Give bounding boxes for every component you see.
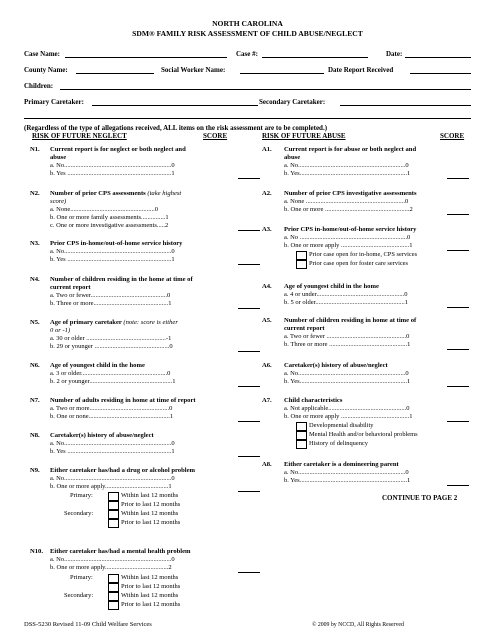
n1-question-cont: abuse xyxy=(50,154,67,161)
case-number-label: Case #: xyxy=(236,50,258,58)
a5-question-cont: current report xyxy=(284,325,325,332)
n10-question: Either caretaker has/had a mental health problem xyxy=(50,548,191,555)
n6-score[interactable] xyxy=(238,386,260,387)
a6-question: Caretaker(s) history of abuse/neglect xyxy=(284,362,388,369)
a3-inhome-label: Prior case open for in-home, CPS services xyxy=(309,251,418,258)
children-field[interactable] xyxy=(60,89,471,90)
divider-top xyxy=(24,118,471,119)
n9-number: N9. xyxy=(30,467,40,474)
n5-question-text: Age of primary caretaker xyxy=(50,319,122,326)
a3-fostercare-checkbox[interactable] xyxy=(296,260,307,269)
social-worker-field[interactable] xyxy=(240,73,324,74)
n5-question-note: (note: score is either xyxy=(123,319,178,326)
county-name-field[interactable] xyxy=(76,73,154,74)
n9-score[interactable] xyxy=(238,491,260,492)
a3-fostercare-label: Prior case open for foster care services xyxy=(309,260,409,267)
n4-number: N4. xyxy=(30,276,40,283)
a4-score[interactable] xyxy=(447,307,469,308)
a6-score[interactable] xyxy=(447,386,469,387)
n6-question: Age of youngest child in the home xyxy=(50,362,145,369)
n10-option-a: a. No..................................................................0 xyxy=(50,556,175,563)
a7-developmental-checkbox[interactable] xyxy=(296,422,307,431)
a7-delinquency-checkbox[interactable] xyxy=(296,440,307,449)
a1-option-a: a. No..................................................................0 xyxy=(284,162,409,169)
a6-option-b: b. Yes..................................................................1 xyxy=(284,378,411,385)
n8-option-b: b. Yes ................................................................1 xyxy=(50,448,175,455)
n9-secondary-label: Secondary: xyxy=(64,510,94,517)
n1-question: Current report is for neglect or both neglect and xyxy=(50,146,186,153)
n10-secondary-prior-checkbox[interactable] xyxy=(108,601,119,610)
n6-number: N6. xyxy=(30,362,40,369)
abuse-heading: RISK OF FUTURE ABUSE xyxy=(262,132,346,140)
a2-number: A2. xyxy=(262,190,272,197)
n10-primary-prior-checkbox[interactable] xyxy=(108,583,119,592)
n8-option-a: a. No..................................................................0 xyxy=(50,440,175,447)
n2-score[interactable] xyxy=(238,230,260,231)
a4-question: Age of youngest child in the home xyxy=(284,283,379,290)
n10-secondary-label: Secondary: xyxy=(64,592,94,599)
n6-option-a: a. 3 or older.....................................................0 xyxy=(50,370,171,377)
county-name-label: County Name: xyxy=(24,66,68,74)
a5-option-a: a. Two or fewer .................................................0 xyxy=(284,333,410,340)
copyright: © 2009 by NCCD, All Rights Reserved xyxy=(312,622,404,628)
a1-number: A1. xyxy=(262,146,272,153)
n7-option-a: a. Two or more.................................................0 xyxy=(50,405,173,412)
a2-option-b: b. One or more ....................................................2 xyxy=(284,206,413,213)
n4-option-a: a. Two or fewer...............................................0 xyxy=(50,292,171,299)
n9-option-a: a. No..................................................................0 xyxy=(50,475,175,482)
a8-number: A8. xyxy=(262,461,272,468)
date-label: Date: xyxy=(386,50,403,58)
n9-primary-prior-label: Prior to last 12 months xyxy=(121,501,181,508)
n5-question xyxy=(50,319,178,327)
n9-primary-prior-checkbox[interactable] xyxy=(108,501,119,510)
a3-question: Prior CPS in-home/out-of-home service history xyxy=(284,226,417,233)
n7-option-b: b. One or none..................................................1 xyxy=(50,413,174,420)
form-title: SDM® FAMILY RISK ASSESSMENT OF CHILD ABUSE/NEGLECT xyxy=(132,29,363,38)
n8-question: Caretaker(s) history of abuse/neglect xyxy=(50,432,154,439)
n10-primary-within-label: Within last 12 months xyxy=(121,574,179,581)
n5-number: N5. xyxy=(30,319,40,326)
a7-option-b: b. One or more apply ..........................................1 xyxy=(284,413,413,420)
n9-primary-label: Primary: xyxy=(70,492,93,499)
n10-primary-label: Primary: xyxy=(70,574,93,581)
a1-score[interactable] xyxy=(447,178,469,179)
a5-question: Number of children residing in home at time of xyxy=(284,317,417,324)
a3-inhome-checkbox[interactable] xyxy=(296,251,307,260)
a1-question: Current report is for abuse or both neglect and xyxy=(284,146,417,153)
a4-option-a: a. 4 or under......................................................0 xyxy=(284,291,408,298)
a7-delinquency-label: History of delinquency xyxy=(309,440,368,447)
n10-option-b: b. One or more apply.......................................2 xyxy=(50,564,172,571)
a3-number: A3. xyxy=(262,226,272,233)
a1-question-cont: abuse xyxy=(284,154,301,161)
a2-score[interactable] xyxy=(447,214,469,215)
a4-option-b: b. 5 or older.......................................................1 xyxy=(284,299,409,306)
secondary-caretaker-label: Secondary Caretaker: xyxy=(259,98,326,106)
abuse-score-heading: SCORE xyxy=(440,132,465,140)
n2-question-text: Number of prior CPS assessments xyxy=(50,190,146,197)
n1-score[interactable] xyxy=(238,178,260,179)
n2-question xyxy=(50,190,181,198)
instructions: (Regardless of the type of allegations received, ALL items on the risk assessment are to be completed.) xyxy=(24,124,328,132)
n7-number: N7. xyxy=(30,397,40,404)
n3-option-b: b. Yes ................................................................1 xyxy=(50,256,175,263)
n9-secondary-within-checkbox[interactable] xyxy=(108,510,119,519)
primary-caretaker-field[interactable] xyxy=(92,105,258,106)
a7-mental-health-label: Mental Health and/or behavioral problems xyxy=(309,431,418,438)
a4-number: A4. xyxy=(262,283,272,290)
n4-option-b: b. Three or more..............................................1 xyxy=(50,300,172,307)
n8-number: N8. xyxy=(30,432,40,439)
a3-option-b: b. One or more apply ..........................................1 xyxy=(284,242,413,249)
n5-option-a: a. 30 or older .................................................-1 xyxy=(50,335,172,342)
n10-primary-within-checkbox[interactable] xyxy=(108,574,119,583)
n3-question: Prior CPS in-home/out-of-home service history xyxy=(50,240,183,247)
n7-question: Number of adults residing in home at time of report xyxy=(50,397,196,404)
n10-number: N10. xyxy=(30,548,44,555)
n7-score[interactable] xyxy=(238,421,260,422)
a2-option-a: a. None .............................................................0 xyxy=(284,198,409,205)
n3-score[interactable] xyxy=(238,264,260,265)
a5-option-b: b. Three or more ................................................1 xyxy=(284,341,411,348)
n2-option-b: b. One or more family assessments...............1 xyxy=(50,214,169,221)
n6-option-b: b. 2 or younger...................................................1 xyxy=(50,378,176,385)
n5-option-b: b. 29 or younger ..............................................0 xyxy=(50,343,173,350)
n3-number: N3. xyxy=(30,240,40,247)
secondary-caretaker-field[interactable] xyxy=(340,105,471,106)
case-name-label: Case Name: xyxy=(24,50,60,58)
n9-primary-within-checkbox[interactable] xyxy=(108,492,119,501)
a8-score[interactable] xyxy=(447,485,469,486)
a2-question: Number of prior CPS investigative assessments xyxy=(284,190,417,197)
a7-mental-health-checkbox[interactable] xyxy=(296,431,307,440)
form-state: NORTH CAROLINA xyxy=(212,19,283,28)
a7-score[interactable] xyxy=(447,421,469,422)
form-number: DSS-5230 Revised 11-09 Child Welfare Services xyxy=(24,621,152,628)
n2-number: N2. xyxy=(30,190,40,197)
n9-secondary-prior-label: Prior to last 12 months xyxy=(121,519,181,526)
n4-question: Number of children residing in the home at time of xyxy=(50,276,193,283)
a8-question: Either caretaker is a domineering parent xyxy=(284,461,399,468)
primary-caretaker-label: Primary Caretaker: xyxy=(24,98,84,106)
n2-question-note: (take highest xyxy=(147,190,182,197)
a3-score[interactable] xyxy=(447,250,469,251)
n9-option-b: b. One or more apply.......................................1 xyxy=(50,483,172,490)
n10-secondary-within-label: Within last 12 months xyxy=(121,592,179,599)
n2-option-c: c. One or more investigative assessments.....2 xyxy=(50,222,169,229)
a7-number: A7. xyxy=(262,397,272,404)
social-worker-label: Social Worker Name: xyxy=(161,66,226,74)
date-field[interactable] xyxy=(405,57,471,58)
a5-number: A5. xyxy=(262,317,272,324)
n1-option-b: b. Yes ................................................................1 xyxy=(50,170,175,177)
n1-number: N1. xyxy=(30,146,40,153)
n9-primary-within-label: Within last 12 months xyxy=(121,492,179,499)
a6-option-a: a. No..................................................................0 xyxy=(284,370,409,377)
continue-note: CONTINUE TO PAGE 2 xyxy=(382,494,458,502)
a7-question: Child characteristics xyxy=(284,397,343,404)
n9-question: Either caretaker has/had a drug or alcohol problem xyxy=(50,467,196,474)
n9-secondary-prior-checkbox[interactable] xyxy=(108,519,119,528)
n4-score[interactable] xyxy=(238,308,260,309)
a8-option-b: b. Yes..................................................................1 xyxy=(284,477,411,484)
neglect-heading: RISK OF FUTURE NEGLECT xyxy=(32,132,127,140)
neglect-score-heading: SCORE xyxy=(203,132,228,140)
n10-secondary-within-checkbox[interactable] xyxy=(108,592,119,601)
n2-option-a: a. None....................................................0 xyxy=(50,206,158,213)
n5-question-cont: 0 or -1) xyxy=(50,327,71,334)
date-received-label: Date Report Received xyxy=(328,66,394,74)
case-name-field[interactable] xyxy=(65,57,227,58)
a5-score[interactable] xyxy=(447,349,469,350)
n9-secondary-within-label: Within last 12 months xyxy=(121,510,179,517)
n1-option-a: a. No..................................................................0 xyxy=(50,162,175,169)
n2-question-cont: score) xyxy=(50,198,67,205)
a8-option-a: a. No..................................................................0 xyxy=(284,469,409,476)
n10-score[interactable] xyxy=(238,572,260,573)
n4-question-cont: current report xyxy=(50,284,91,291)
n10-secondary-prior-label: Prior to last 12 months xyxy=(121,601,181,608)
n8-score[interactable] xyxy=(238,456,260,457)
n10-primary-prior-label: Prior to last 12 months xyxy=(121,583,181,590)
a7-option-a: a. Not applicable................................................0 xyxy=(284,405,410,412)
a6-number: A6. xyxy=(262,362,272,369)
children-label: Children: xyxy=(24,82,54,90)
a7-developmental-label: Developmental disability xyxy=(309,422,374,429)
a1-option-b: b. Yes..................................................................1 xyxy=(284,170,411,177)
a3-option-a: a. No ..................................................................0 xyxy=(284,234,411,241)
n3-option-a: a. No..................................................................0 xyxy=(50,248,175,255)
date-received-field[interactable] xyxy=(410,73,471,74)
case-number-field[interactable] xyxy=(262,57,368,58)
n5-score[interactable] xyxy=(238,351,260,352)
